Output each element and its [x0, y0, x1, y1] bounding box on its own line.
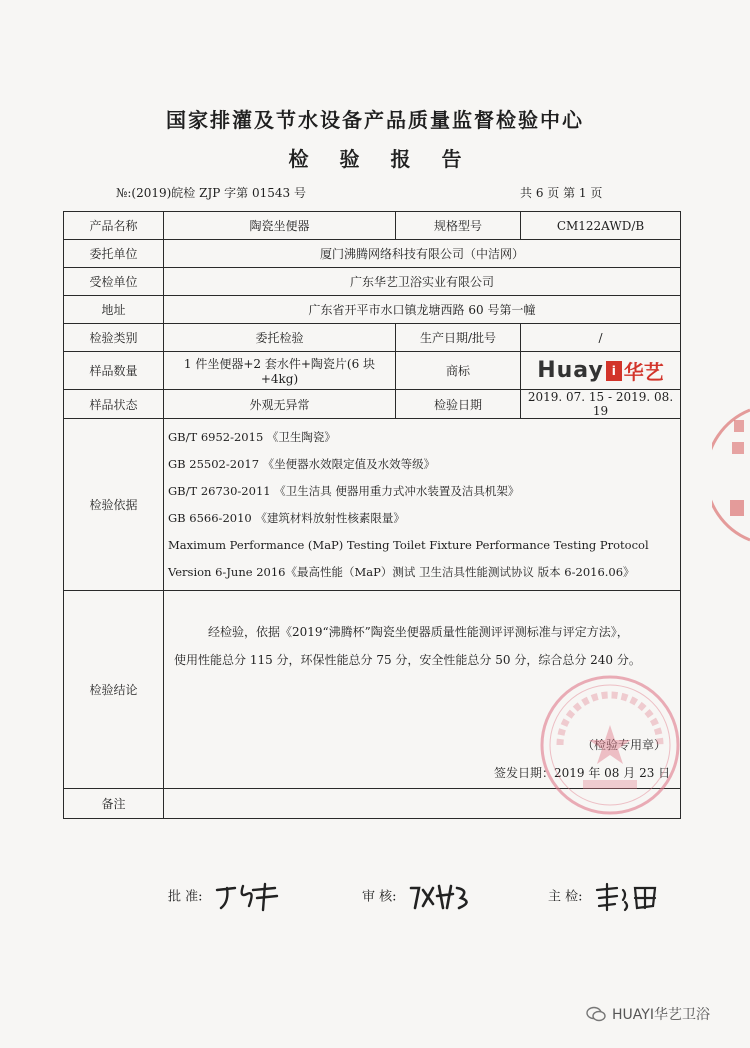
inspection-seal-icon	[535, 670, 685, 820]
table-row	[64, 268, 681, 296]
inspector-signature	[548, 880, 663, 914]
remarks-label: 备注	[64, 789, 164, 819]
status-value: 外观无异常	[164, 390, 396, 419]
conclusion-line: 经检验，依据《2019“沸腾杯”陶瓷坐便器质量性能测评评测标准与评定方法》，	[208, 624, 629, 639]
approver-signature	[168, 880, 283, 914]
product-name-value: 陶瓷坐便器	[164, 212, 396, 240]
approver-signature-icon	[213, 880, 283, 914]
client-value: 厦门沸腾网络科技有限公司（中洁网）	[164, 240, 681, 268]
test-date-label: 检验日期	[396, 390, 521, 419]
huayi-logo	[525, 356, 676, 386]
brand-cell	[521, 352, 681, 390]
basis-item: GB/T 26730-2011 《卫生洁具 便器用重力式冲水装置及洁具机架》	[168, 483, 520, 498]
sign-date: 签发日期：2019 年 08 月 23 日	[494, 765, 671, 780]
review-label: 审 核:	[362, 889, 397, 905]
seal-label: （检验专用章）	[582, 737, 667, 752]
edge-seal-icon	[712, 400, 750, 550]
report-title-char: 报	[390, 147, 411, 171]
category-label: 检验类别	[64, 324, 164, 352]
reviewer-signature	[362, 880, 477, 914]
basis-list	[164, 419, 681, 591]
logo-text-cn: 华艺	[623, 360, 664, 384]
address-value: 广东省开平市水口镇龙塘西路 60 号第一幢	[164, 296, 681, 324]
prod-date-label: 生产日期/批号	[396, 324, 521, 352]
org-title: 国家排灌及节水设备产品质量监督检验中心	[166, 108, 584, 132]
report-number: №:(2019)皖检 ZJP 字第 01543 号	[116, 186, 306, 200]
inspector-label: 主 检:	[548, 889, 583, 905]
logo-text-en: Huay	[537, 358, 604, 383]
basis-item: GB/T 6952-2015 《卫生陶瓷》	[168, 429, 336, 444]
prod-date-value: /	[521, 324, 681, 352]
inspected-label: 受检单位	[64, 268, 164, 296]
qty-value: 1 件坐便器+2 套水件+陶瓷片(6 块+4kg)	[164, 352, 396, 390]
watermark-text: HUAYI华艺卫浴	[612, 1007, 710, 1023]
reviewer-signature-icon	[407, 880, 477, 914]
table-row	[64, 419, 681, 591]
page-info: 共 6 页 第 1 页	[520, 186, 603, 200]
status-label: 样品状态	[64, 390, 164, 419]
brand-label: 商标	[396, 352, 521, 390]
wechat-watermark	[586, 1004, 710, 1024]
basis-item: Version 6-June 2016《最高性能（MaP）测试 卫生洁具性能测试协议 版本 6-2016.06》	[168, 564, 635, 579]
table-row	[64, 324, 681, 352]
report-title	[0, 143, 750, 172]
conclusion-label: 检验结论	[64, 591, 164, 789]
report-title-char: 验	[339, 147, 360, 171]
wechat-icon	[586, 1006, 606, 1022]
model-label: 规格型号	[396, 212, 521, 240]
inspector-signature-icon	[593, 880, 663, 914]
conclusion-line: 使用性能总分 115 分，环保性能总分 75 分，安全性能总分 50 分，综合总分 240 分。	[174, 652, 641, 667]
table-row	[64, 390, 681, 419]
table-row	[64, 296, 681, 324]
conclusion-text	[174, 618, 674, 674]
test-date-value: 2019. 07. 15 - 2019. 08. 19	[521, 390, 681, 419]
inspected-value: 广东华艺卫浴实业有限公司	[164, 268, 681, 296]
basis-item: GB 25502-2017 《坐便器水效限定值及水效等级》	[168, 456, 436, 471]
table-row	[64, 240, 681, 268]
basis-label: 检验依据	[64, 419, 164, 591]
basis-item: Maximum Performance (MaP) Testing Toilet Fixture Performance Testing Protocol	[168, 537, 649, 552]
client-label: 委托单位	[64, 240, 164, 268]
basis-item: GB 6566-2010 《建筑材料放射性核素限量》	[168, 510, 405, 525]
table-row	[64, 352, 681, 390]
category-value: 委托检验	[164, 324, 396, 352]
table-row	[64, 212, 681, 240]
product-name-label: 产品名称	[64, 212, 164, 240]
qty-label: 样品数量	[64, 352, 164, 390]
model-value: CM122AWD/B	[521, 212, 681, 240]
logo-mark: i	[606, 361, 622, 381]
address-label: 地址	[64, 296, 164, 324]
report-title-char: 告	[441, 147, 462, 171]
approve-label: 批 准:	[168, 889, 203, 905]
report-title-char: 检	[288, 147, 309, 171]
